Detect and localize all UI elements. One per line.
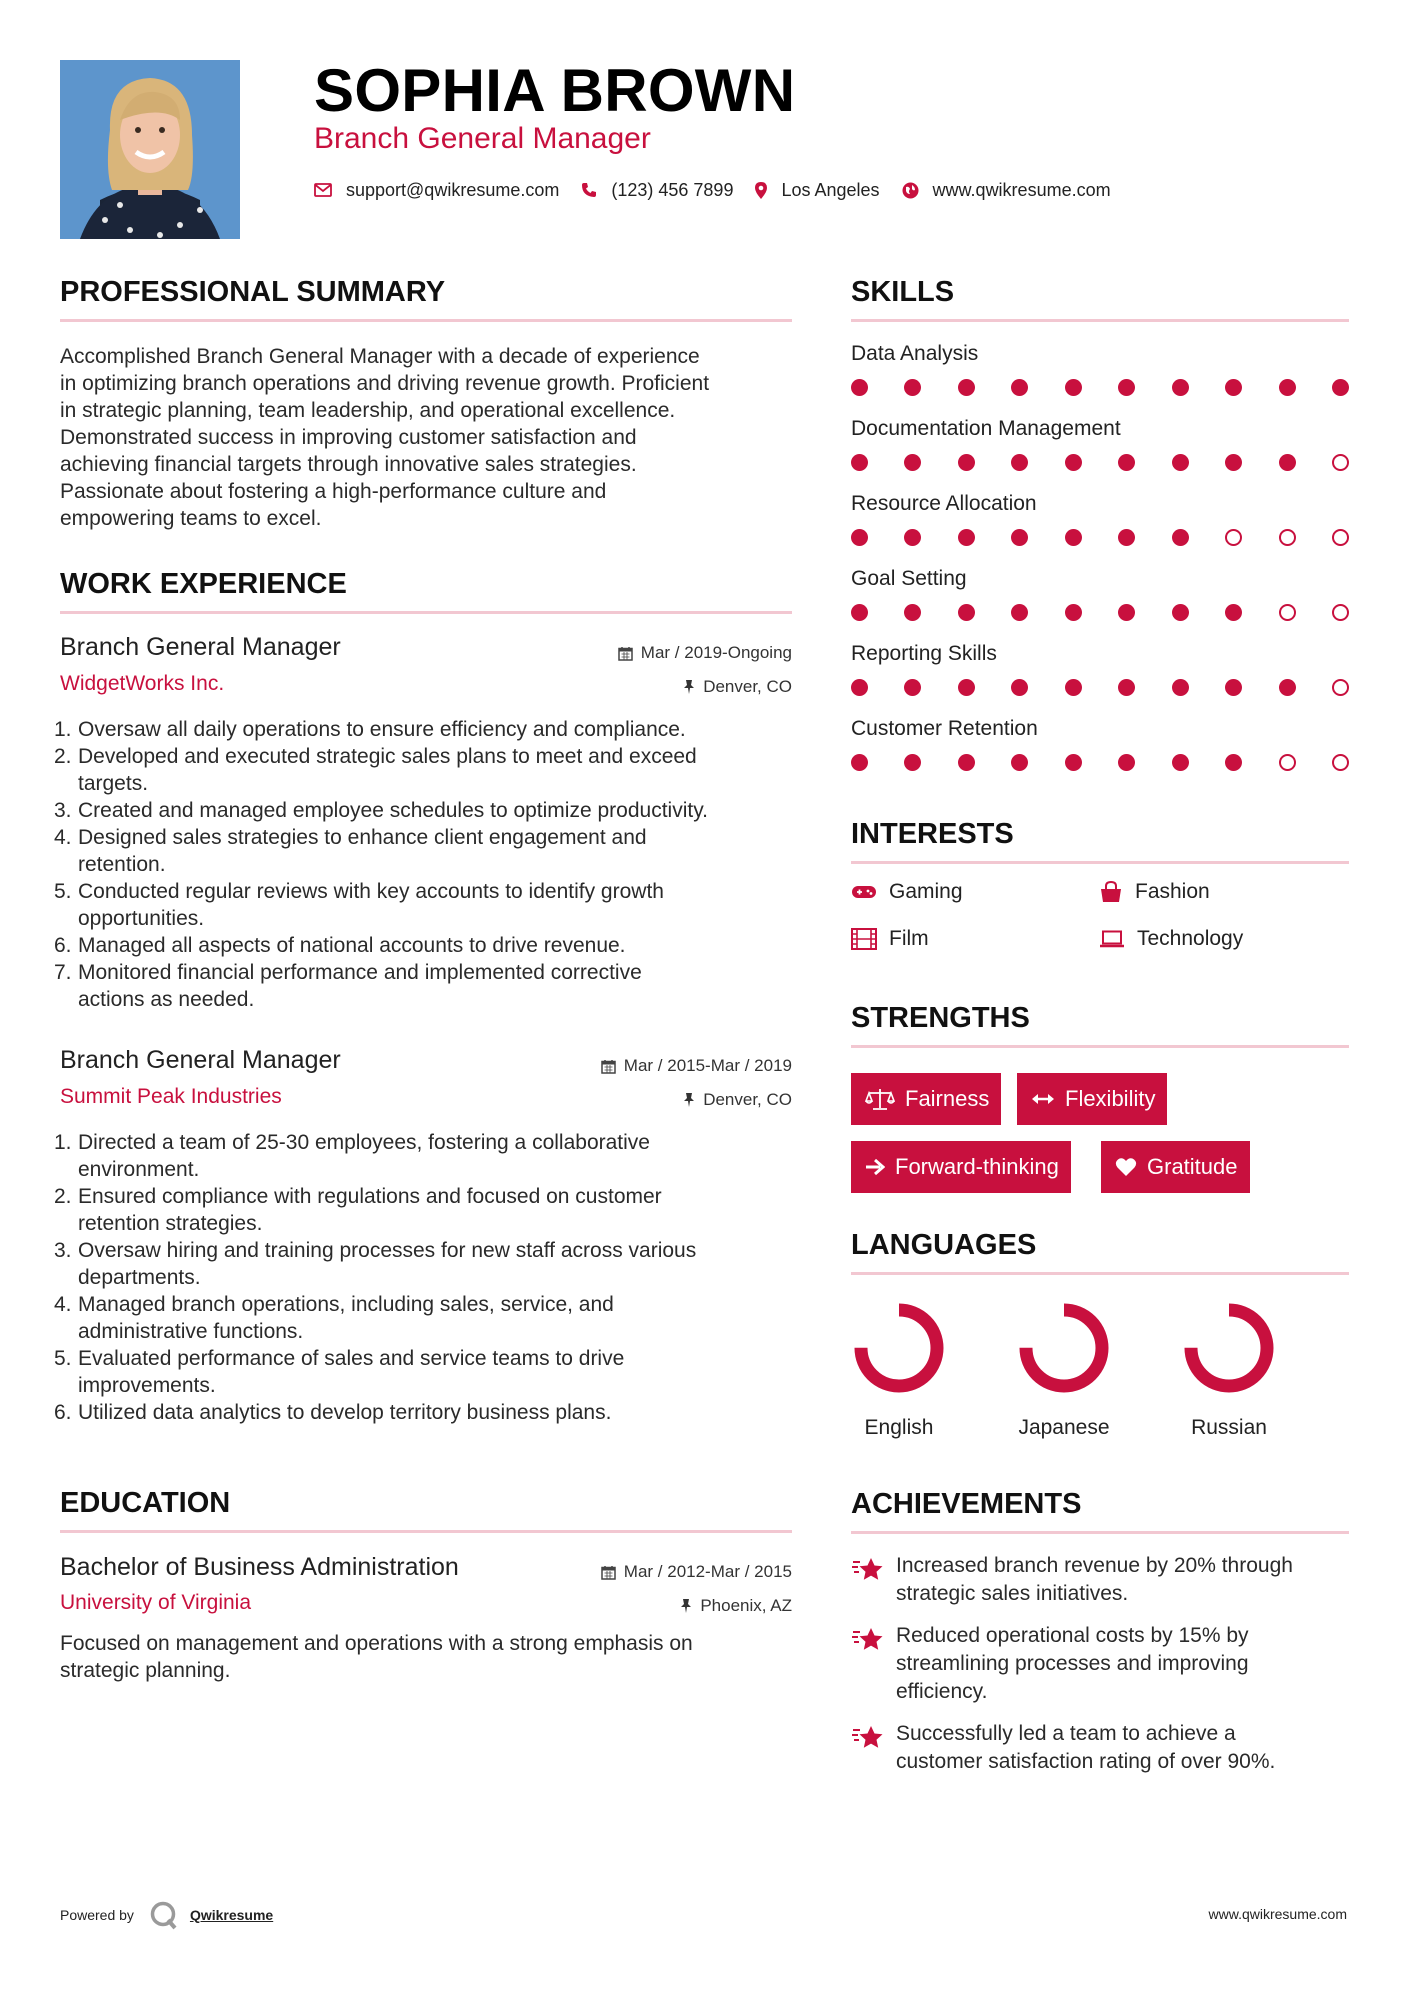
duty-line: targets. (78, 772, 149, 795)
achievements-list (851, 1552, 1349, 1792)
job-date-text: Mar / 2015-Mar / 2019 (623, 1056, 792, 1075)
language-name: Japanese (1018, 1416, 1110, 1439)
duty-line: environment. (78, 1158, 200, 1181)
rating-dot-filled (851, 454, 868, 471)
contact-phone[interactable] (581, 180, 733, 201)
candidate-name: SOPHIA BROWN (314, 57, 796, 124)
summary-line: in optimizing branch operations and driving revenue growth. Proficient (60, 372, 710, 395)
skills-list (851, 342, 1349, 776)
job-location (683, 677, 792, 697)
skill-name: Resource Allocation (851, 492, 1037, 515)
rating-dot-filled (1279, 454, 1296, 471)
rating-dot-filled (904, 754, 921, 771)
achievements-heading: ACHIEVEMENTS (851, 1488, 1349, 1534)
footer-site[interactable]: www.qwikresume.com (1208, 1906, 1347, 1922)
interests-section (851, 818, 1349, 864)
duty-number: 2. (54, 745, 72, 768)
rating-dot-filled (1225, 754, 1242, 771)
rating-dot-filled (1011, 679, 1028, 696)
rating-dot-filled (1225, 604, 1242, 621)
duty-number: 4. (54, 826, 72, 849)
rating-dot-filled (1011, 379, 1028, 396)
duty-item (54, 932, 792, 959)
achievement-text (896, 1720, 1346, 1776)
skill-rating (851, 529, 1349, 551)
heart-icon (1115, 1157, 1137, 1177)
degree-title: Bachelor of Business Administration (60, 1553, 459, 1581)
duty-item (54, 824, 792, 878)
contact-email[interactable] (314, 180, 559, 201)
skill-item (851, 342, 1349, 401)
skills-section (851, 276, 1349, 792)
rating-dot-filled (1225, 454, 1242, 471)
rating-dot-filled (1065, 379, 1082, 396)
duty-line: Managed branch operations, including sales, service, and (78, 1293, 614, 1316)
summary-line: Passionate about fostering a high-performance culture and (60, 480, 607, 503)
summary-text (60, 343, 792, 532)
interest-label: Film (889, 927, 929, 950)
duty-item (54, 1183, 792, 1237)
rating-dot-filled (1118, 454, 1135, 471)
duty-number: 5. (54, 1347, 72, 1370)
profile-photo (60, 60, 240, 239)
contact-location (755, 180, 879, 201)
rating-dot-empty (1279, 529, 1296, 546)
gamepad-icon (851, 884, 877, 900)
job-duties (54, 716, 792, 1013)
experience-section (60, 568, 792, 614)
rating-dot-filled (904, 529, 921, 546)
skill-name: Customer Retention (851, 717, 1038, 740)
job-entry (60, 1046, 792, 1086)
rating-dot-filled (1065, 679, 1082, 696)
rating-dot-filled (851, 529, 868, 546)
rating-dot-filled (1172, 454, 1189, 471)
summary-heading: PROFESSIONAL SUMMARY (60, 276, 792, 322)
duty-list (54, 716, 792, 1013)
job-location-text: Denver, CO (703, 1090, 792, 1109)
achievement-line: strategic sales initiatives. (896, 1582, 1129, 1605)
rating-dot-filled (851, 379, 868, 396)
duty-line: opportunities. (78, 907, 205, 930)
achievement-text (896, 1622, 1346, 1706)
summary-line: Demonstrated success in improving customer satisfaction and (60, 426, 637, 449)
summary-line: achieving financial targets through innovative sales strategies. (60, 453, 637, 476)
language-name: Russian (1191, 1416, 1267, 1439)
duty-number: 4. (54, 1293, 72, 1316)
rating-dot-filled (1225, 679, 1242, 696)
rating-dot-filled (958, 379, 975, 396)
rating-dot-empty (1279, 604, 1296, 621)
duty-line: Monitored financial performance and implemented corrective (78, 961, 642, 984)
rating-dot-filled (958, 454, 975, 471)
languages-row (851, 1298, 1349, 1448)
strength-tag (851, 1141, 1071, 1193)
duty-item (54, 1399, 792, 1426)
interest-label: Fashion (1135, 880, 1210, 903)
duty-line: administrative functions. (78, 1320, 304, 1343)
job-location-text: Denver, CO (703, 677, 792, 696)
qwikresume-logo-icon (148, 1900, 180, 1930)
rating-dot-filled (851, 679, 868, 696)
balance-scale-icon (865, 1087, 895, 1111)
strength-tag (851, 1073, 1001, 1125)
duty-line: Created and managed employee schedules to optimize productivity. (78, 799, 708, 822)
skill-item (851, 567, 1349, 626)
strengths-section (851, 1002, 1349, 1048)
skill-name: Data Analysis (851, 342, 979, 365)
rating-dot-empty (1332, 679, 1349, 696)
pushpin-icon (680, 1598, 692, 1614)
strength-label: Gratitude (1147, 1154, 1238, 1179)
job-title: Branch General Manager (60, 633, 341, 661)
education-date (601, 1562, 792, 1582)
arrow-right-icon (865, 1158, 885, 1176)
duty-number: 1. (54, 1131, 72, 1154)
job-duties (54, 1129, 792, 1426)
rating-dot-filled (958, 679, 975, 696)
achievement-text (896, 1552, 1346, 1608)
interest-item (851, 927, 929, 951)
interests-heading: INTERESTS (851, 818, 1349, 864)
duty-line: Managed all aspects of national accounts to drive revenue. (78, 934, 626, 957)
contact-website[interactable] (902, 180, 1111, 201)
duty-number: 1. (54, 718, 72, 741)
pushpin-icon (683, 679, 695, 695)
duty-item (54, 1291, 792, 1345)
phone-icon (581, 182, 597, 198)
rating-dot-filled (1118, 604, 1135, 621)
rating-dot-empty (1332, 454, 1349, 471)
duty-line: Ensured compliance with regulations and focused on customer (78, 1185, 662, 1208)
education-heading: EDUCATION (60, 1487, 792, 1533)
education-date-text: Mar / 2012-Mar / 2015 (623, 1562, 792, 1581)
rating-dot-filled (1172, 604, 1189, 621)
strength-label: Flexibility (1065, 1086, 1156, 1111)
rating-dot-filled (958, 529, 975, 546)
interest-label: Gaming (889, 880, 963, 903)
education-section (60, 1487, 792, 1533)
duty-number: 3. (54, 799, 72, 822)
job-date (601, 1056, 792, 1076)
skill-item (851, 642, 1349, 701)
duty-number: 6. (54, 1401, 72, 1424)
duty-item (54, 1129, 792, 1183)
rating-dot-filled (851, 604, 868, 621)
education-entry (60, 1553, 792, 1593)
interest-item (851, 880, 963, 904)
duty-line: Designed sales strategies to enhance client engagement and (78, 826, 647, 849)
shopping-bag-icon (1099, 881, 1123, 903)
achievement-line: Successfully led a team to achieve a (896, 1722, 1236, 1745)
duty-item (54, 743, 792, 797)
skill-name: Reporting Skills (851, 642, 997, 665)
school-name: University of Virginia (60, 1591, 252, 1614)
pushpin-icon (683, 1092, 695, 1108)
skills-heading: SKILLS (851, 276, 1349, 322)
duty-item (54, 878, 792, 932)
globe-icon (902, 182, 919, 199)
summary-line: in strategic planning, team leadership, and operational excellence. (60, 399, 676, 422)
duty-number: 3. (54, 1239, 72, 1262)
calendar-icon (601, 1565, 616, 1580)
duty-line: Conducted regular reviews with key accounts to identify growth (78, 880, 664, 903)
rating-dot-filled (1011, 529, 1028, 546)
language-level-ring (1179, 1298, 1279, 1398)
education-line: Focused on management and operations with a strong emphasis on (60, 1632, 693, 1655)
strengths-heading: STRENGTHS (851, 1002, 1349, 1048)
calendar-icon (601, 1059, 616, 1074)
duty-number: 5. (54, 880, 72, 903)
duty-line: Oversaw all daily operations to ensure efficiency and compliance. (78, 718, 686, 741)
duty-line: departments. (78, 1266, 201, 1289)
rating-dot-filled (1279, 379, 1296, 396)
duty-number: 7. (54, 961, 72, 984)
skill-rating (851, 604, 1349, 626)
duty-line: improvements. (78, 1374, 216, 1397)
summary-section (60, 276, 792, 532)
achievement-line: Increased branch revenue by 20% through (896, 1554, 1293, 1577)
duty-line: Oversaw hiring and training processes for new staff across various (78, 1239, 697, 1262)
strength-tag (1101, 1141, 1250, 1193)
rating-dot-empty (1279, 754, 1296, 771)
rating-dot-filled (1065, 604, 1082, 621)
rating-dot-filled (1118, 529, 1135, 546)
education-line: strategic planning. (60, 1659, 231, 1682)
rating-dot-filled (851, 754, 868, 771)
footer-brand (60, 1900, 273, 1930)
brand-link[interactable]: Qwikresume (189, 1907, 274, 1923)
job-title: Branch General Manager (60, 1046, 341, 1074)
experience-heading: WORK EXPERIENCE (60, 568, 792, 614)
job-company: Summit Peak Industries (60, 1085, 282, 1108)
calendar-icon (618, 646, 633, 661)
duty-item (54, 1237, 792, 1291)
contact-bar (314, 177, 1133, 203)
languages-heading: LANGUAGES (851, 1229, 1349, 1275)
duty-item (54, 716, 792, 743)
achievements-section (851, 1488, 1349, 1534)
education-location-text: Phoenix, AZ (700, 1596, 792, 1615)
rating-dot-filled (1172, 379, 1189, 396)
rating-dot-filled (904, 604, 921, 621)
interests-grid (851, 880, 1349, 970)
rating-dot-filled (1011, 754, 1028, 771)
rating-dot-empty (1225, 529, 1242, 546)
phone-text: (123) 456 7899 (611, 179, 734, 200)
rating-dot-filled (1011, 604, 1028, 621)
duty-item (54, 797, 792, 824)
duty-number: 6. (54, 934, 72, 957)
duty-number: 2. (54, 1185, 72, 1208)
rating-dot-filled (1065, 454, 1082, 471)
job-subline (60, 672, 792, 704)
rating-dot-filled (1332, 379, 1349, 396)
education-description (60, 1630, 792, 1684)
laptop-icon (1099, 930, 1125, 948)
languages-section (851, 1229, 1349, 1275)
job-date (618, 643, 792, 663)
rating-dot-filled (1172, 754, 1189, 771)
rating-dot-filled (1065, 529, 1082, 546)
rating-dot-filled (1118, 379, 1135, 396)
star-award-icon (851, 1556, 885, 1584)
rating-dot-empty (1332, 604, 1349, 621)
language-name: English (864, 1416, 934, 1439)
candidate-title: Branch General Manager (314, 122, 651, 155)
skill-item (851, 417, 1349, 476)
duty-line: Utilized data analytics to develop territory business plans. (78, 1401, 612, 1424)
duty-list (54, 1129, 792, 1426)
achievement-line: streamlining processes and improving (896, 1652, 1249, 1675)
language-item (829, 1298, 969, 1440)
language-level-ring (1014, 1298, 1114, 1398)
rating-dot-filled (904, 679, 921, 696)
rating-dot-filled (1225, 379, 1242, 396)
star-award-icon (851, 1626, 885, 1654)
rating-dot-filled (1065, 754, 1082, 771)
rating-dot-empty (1332, 529, 1349, 546)
duty-line: Evaluated performance of sales and service teams to drive (78, 1347, 625, 1370)
film-icon (851, 928, 877, 950)
interest-item (1099, 880, 1210, 904)
duty-item (54, 959, 792, 1013)
job-entry (60, 633, 792, 673)
achievement-line: efficiency. (896, 1680, 988, 1703)
skill-name: Documentation Management (851, 417, 1121, 440)
powered-by-text: Powered by (60, 1907, 134, 1923)
rating-dot-filled (1172, 529, 1189, 546)
education-location (680, 1596, 792, 1616)
language-level-ring (849, 1298, 949, 1398)
rating-dot-filled (1279, 679, 1296, 696)
rating-dot-filled (1118, 679, 1135, 696)
summary-line: empowering teams to excel. (60, 507, 322, 530)
rating-dot-filled (958, 604, 975, 621)
duty-line: actions as needed. (78, 988, 255, 1011)
rating-dot-filled (904, 379, 921, 396)
job-location (683, 1090, 792, 1110)
language-item (1159, 1298, 1299, 1440)
rating-dot-empty (1332, 754, 1349, 771)
duty-line: retention. (78, 853, 166, 876)
interest-label: Technology (1137, 927, 1244, 950)
rating-dot-filled (1011, 454, 1028, 471)
job-date-text: Mar / 2019-Ongoing (640, 643, 792, 662)
interest-item (1099, 927, 1243, 951)
job-subline (60, 1085, 792, 1117)
language-item (994, 1298, 1134, 1440)
skill-name: Goal Setting (851, 567, 967, 590)
envelope-icon (314, 183, 332, 197)
email-text: support@qwikresume.com (346, 179, 560, 200)
strength-label: Forward-thinking (895, 1154, 1059, 1179)
skill-rating (851, 754, 1349, 776)
duty-line: retention strategies. (78, 1212, 263, 1235)
skill-item (851, 492, 1349, 551)
skill-rating (851, 679, 1349, 701)
strength-label: Fairness (905, 1086, 990, 1111)
strength-tag (1017, 1073, 1167, 1125)
job-company: WidgetWorks Inc. (60, 672, 225, 695)
achievement-line: customer satisfaction rating of over 90%. (896, 1750, 1276, 1773)
achievement-line: Reduced operational costs by 15% by (896, 1624, 1249, 1647)
duty-line: Developed and executed strategic sales plans to meet and exceed (78, 745, 697, 768)
arrows-horizontal-icon (1031, 1092, 1055, 1106)
skill-rating (851, 454, 1349, 476)
rating-dot-filled (958, 754, 975, 771)
strengths-tags (851, 1073, 1349, 1195)
rating-dot-filled (1118, 754, 1135, 771)
star-award-icon (851, 1724, 885, 1752)
skill-rating (851, 379, 1349, 401)
education-subline (60, 1591, 792, 1623)
summary-line: Accomplished Branch General Manager with a decade of experience (60, 345, 700, 368)
map-pin-icon (755, 182, 767, 199)
duty-item (54, 1345, 792, 1399)
website-text: www.qwikresume.com (932, 179, 1111, 200)
duty-line: Directed a team of 25-30 employees, fostering a collaborative (78, 1131, 650, 1154)
skill-item (851, 717, 1349, 776)
rating-dot-filled (904, 454, 921, 471)
rating-dot-filled (1172, 679, 1189, 696)
location-text: Los Angeles (781, 179, 880, 200)
